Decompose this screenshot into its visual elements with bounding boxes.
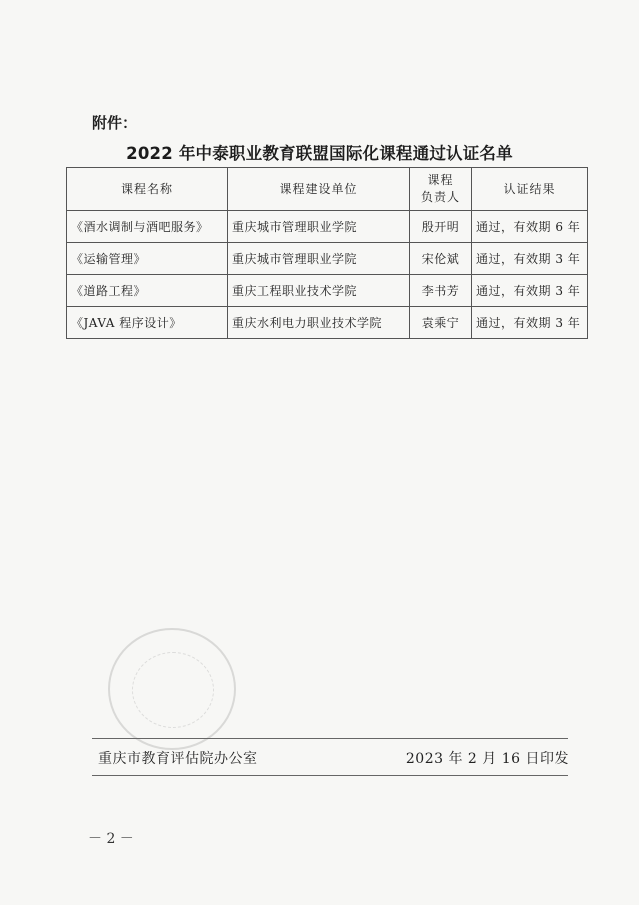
- header-person-line1: 课程: [427, 173, 454, 187]
- table-row: [67, 307, 588, 339]
- cell-unit: 重庆工程职业技术学院: [228, 275, 410, 307]
- issue-date-text: 2023 年 2 月 16 日印发: [405, 751, 569, 767]
- attachment-label: 附件：: [92, 114, 138, 132]
- header-person-line2: 负责人: [420, 190, 460, 204]
- table-row: [67, 243, 588, 275]
- cell-unit: 重庆水利电力职业技术学院: [228, 307, 410, 339]
- cell-course: 《JAVA 程序设计》: [67, 307, 228, 339]
- certification-table: [66, 167, 588, 339]
- cell-result: 通过，有效期 3 年: [472, 307, 588, 339]
- cell-unit: 重庆城市管理职业学院: [228, 211, 410, 243]
- footer-rule-top: [92, 738, 568, 739]
- cell-person: 李书芳: [410, 275, 472, 307]
- cell-result: 通过，有效期 6 年: [472, 211, 588, 243]
- header-person: [410, 168, 472, 211]
- seal-inner-ring: [132, 652, 214, 728]
- footer-rule-bottom: [92, 775, 568, 776]
- cell-person: 袁乘宁: [410, 307, 472, 339]
- cell-course: 《酒水调制与酒吧服务》: [67, 211, 228, 243]
- cell-course: 《道路工程》: [67, 275, 228, 307]
- cell-result: 通过，有效期 3 年: [472, 275, 588, 307]
- document-title: 2022 年中泰职业教育联盟国际化课程通过认证名单: [126, 144, 513, 163]
- cell-person: 宋伦斌: [410, 243, 472, 275]
- cell-unit: 重庆城市管理职业学院: [228, 243, 410, 275]
- header-result: 认证结果: [472, 168, 588, 211]
- table-header-row: [67, 168, 588, 211]
- cell-result: 通过，有效期 3 年: [472, 243, 588, 275]
- issuer-text: 重庆市教育评估院办公室: [98, 751, 258, 767]
- header-course-name: 课程名称: [67, 168, 228, 211]
- cell-course: 《运输管理》: [67, 243, 228, 275]
- table-row: [67, 275, 588, 307]
- cell-person: 殷开明: [410, 211, 472, 243]
- faded-seal-stamp: [108, 628, 236, 750]
- header-unit: 课程建设单位: [228, 168, 410, 211]
- table-row: [67, 211, 588, 243]
- page-number: － 2 －: [88, 831, 134, 847]
